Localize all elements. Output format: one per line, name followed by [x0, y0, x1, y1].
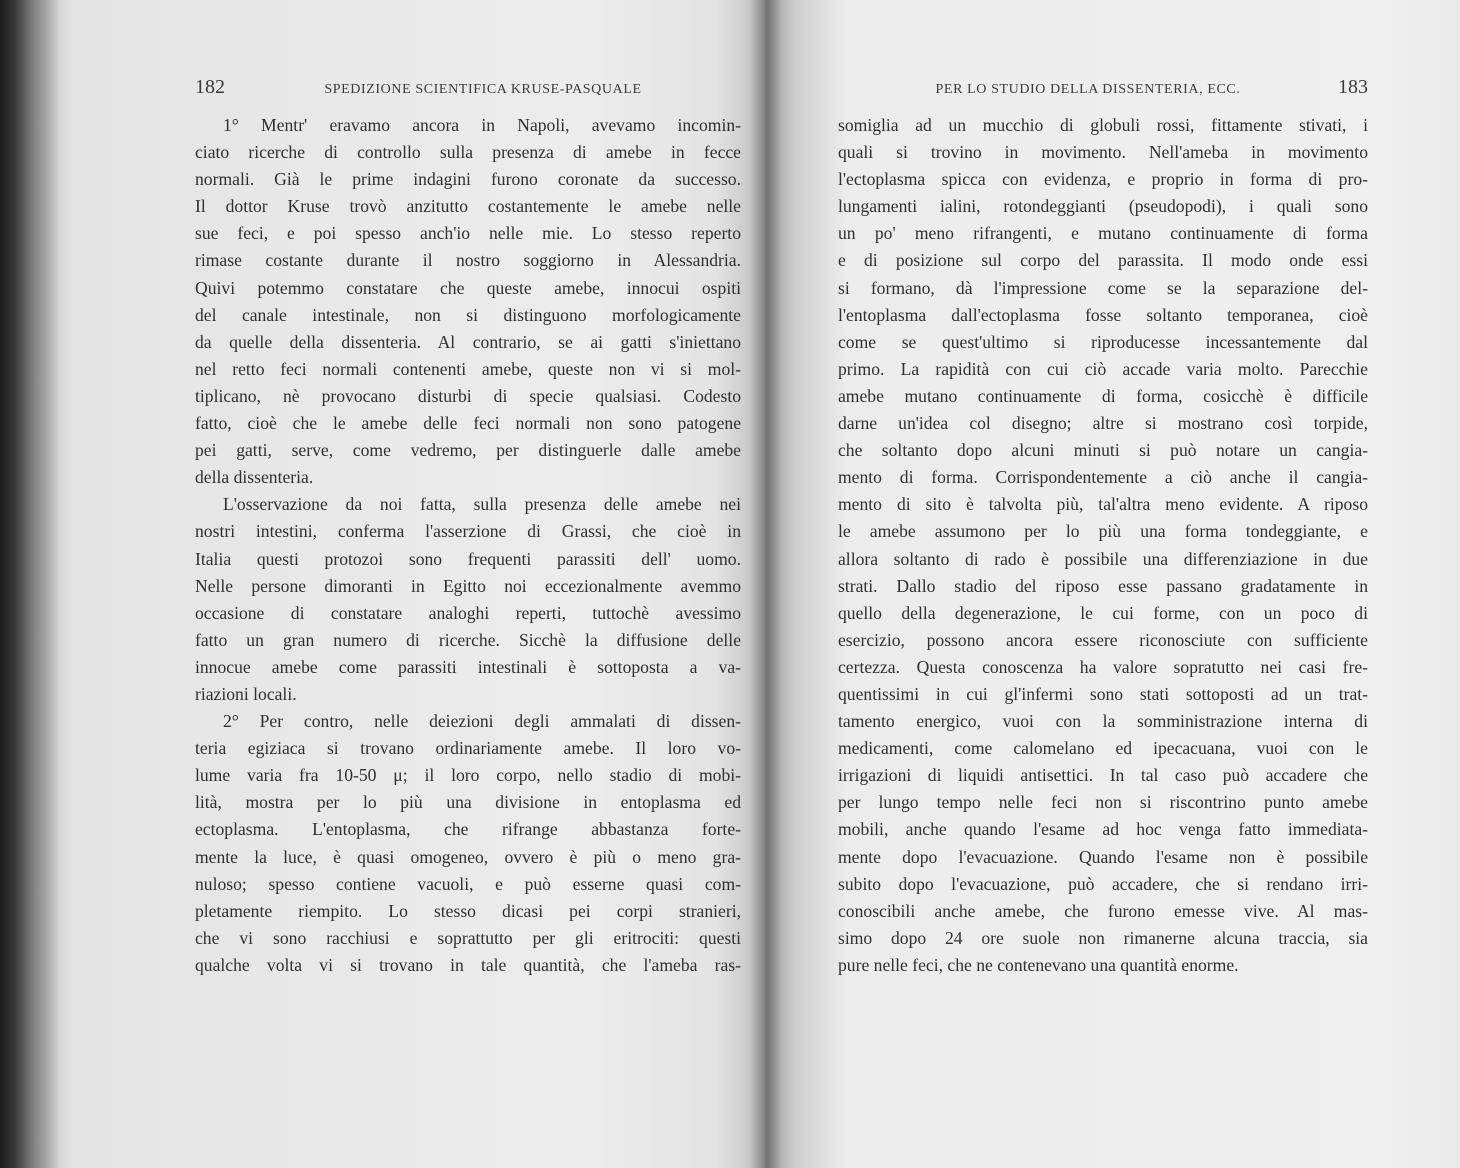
text-line: Italia questi protozoi sono frequenti parassiti dell' uomo. [195, 548, 741, 569]
text-line: quentissimi in cui gl'infermi sono stati sottoposti ad un trat- [838, 683, 1368, 704]
text-line: pure nelle feci, che ne contenevano una quantità enorme. [838, 954, 1239, 975]
text-line: nuloso; spesso contiene vacuoli, e può esserne quasi com- [195, 873, 741, 894]
text-line: mente la luce, è quasi omogeneo, ovvero è più o meno gra- [195, 846, 741, 867]
text-line: normali. Già le prime indagini furono coronate da successo. [195, 169, 741, 190]
text-line: subito dopo l'evacuazione, può accadere, che si rendano irri- [838, 873, 1368, 894]
text-line: le amebe assumono per lo più una forma tondeggiante, e [838, 521, 1368, 542]
text-line: l'entoplasma dall'ectoplasma fosse soltanto temporanea, cioè [838, 304, 1368, 325]
text-line: ciato ricerche di controllo sulla presenza di amebe in fecce [195, 142, 741, 163]
text-line: pei gatti, serve, come vedremo, per distinguerle dalle amebe [195, 440, 741, 461]
text-line: rimase costante durante il nostro soggiorno in Alessandria. [195, 250, 741, 271]
text-line: per lungo tempo nelle feci non si riscontrino punto amebe [838, 792, 1368, 813]
text-line: l'ectoplasma spicca con evidenza, e proprio in forma di pro- [838, 169, 1368, 190]
text-line: tamento energico, vuoi con la somministrazione interna di [838, 711, 1368, 732]
text-line: come se quest'ultimo si riproducesse incessantemente dal [838, 331, 1368, 352]
text-line: Quivi potemmo constatare che queste amebe, innocui ospiti [195, 277, 741, 298]
book-spine [748, 0, 782, 1168]
left-page-header [195, 76, 741, 106]
text-line: ectoplasma. L'entoplasma, che rifrange abbastanza forte- [195, 819, 741, 840]
text-line: lume varia fra 10-50 μ; il loro corpo, nello stadio di mobi- [195, 765, 741, 786]
text-line: Nelle persone dimoranti in Egitto noi eccezionalmente avemmo [195, 575, 741, 596]
text-line: riazioni locali. [195, 683, 297, 704]
left-page-body [195, 112, 741, 979]
text-line: sue feci, e poi spesso anch'io nelle mie. Lo stesso reperto [195, 223, 741, 244]
text-line: somiglia ad un mucchio di globuli rossi, fittamente stivati, i [838, 115, 1368, 135]
text-line: irrigazioni di liquidi antisettici. In tal caso può accadere che [838, 765, 1368, 786]
text-line: e di posizione sul corpo del parassita. Il modo onde essi [838, 250, 1368, 271]
text-line: si formano, dà l'impressione come se la separazione del- [838, 277, 1368, 298]
text-line: fatto un gran numero di ricerche. Sicchè la diffusione delle [195, 629, 741, 650]
left-page-number: 182 [195, 76, 225, 98]
text-line: tiplicano, nè provocano disturbi di specie qualsiasi. Codesto [195, 385, 741, 406]
text-line: conoscibili anche amebe, che furono emesse vive. Al mas- [838, 900, 1368, 921]
text-line: innocue amebe come parassiti intestinali è sottoposta a va- [195, 656, 741, 677]
right-page [838, 0, 1368, 1168]
text-line: esercizio, possono ancora essere riconosciute con sufficiente [838, 629, 1368, 650]
text-line: mento di forma. Corrispondentemente a ciò anche il cangia- [838, 467, 1368, 488]
text-line: allora soltanto di rado è possibile una differenziazione in due [838, 548, 1368, 569]
text-line: teria egiziaca si trovano ordinariamente amebe. Il loro vo- [195, 738, 741, 759]
right-page-body [838, 112, 1368, 979]
text-line: primo. La rapidità con cui ciò accade varia molto. Parecchie [838, 358, 1368, 379]
text-line: amebe mutano continuamente di forma, cosicchè è difficile [838, 385, 1368, 406]
text-line: simo dopo 24 ore suole non rimanerne alcuna traccia, sia [838, 927, 1368, 948]
text-line: L'osservazione da noi fatta, sulla presenza delle amebe nei [223, 494, 741, 515]
text-line: darne un'idea col disegno; altre si mostrano così torpide, [838, 413, 1368, 434]
text-line: mobili, anche quando l'esame ad hoc venga fatto immediata- [838, 819, 1368, 840]
text-line: un po' meno rifrangenti, e mutano continuamente di forma [838, 223, 1368, 244]
text-line: quello della degenerazione, le cui forme, con un poco di [838, 602, 1368, 623]
text-line: fatto, cioè che le amebe delle feci normali non sono patogene [195, 413, 741, 434]
text-line: quali si trovino in movimento. Nell'ameba in movimento [838, 142, 1368, 163]
text-line: nostri intestini, conferma l'asserzione di Grassi, che cioè in [195, 521, 741, 542]
text-line: mente dopo l'evacuazione. Quando l'esame non è possibile [838, 846, 1368, 867]
text-line: occasione di constatare analoghi reperti, tuttochè avessimo [195, 602, 741, 623]
text-line: Il dottor Kruse trovò anzitutto costantemente le amebe nelle [195, 196, 741, 217]
text-line: lità, mostra per lo più una divisione in entoplasma ed [195, 792, 741, 813]
text-line: 1° Mentr' eravamo ancora in Napoli, avevamo incomin- [223, 115, 741, 135]
text-line: qualche volta vi si trovano in tale quantità, che l'ameba ras- [195, 954, 741, 975]
text-line: strati. Dallo stadio del riposo esse passano gradatamente in [838, 575, 1368, 596]
text-line: pletamente riempito. Lo stesso dicasi pei corpi stranieri, [195, 900, 741, 921]
page-edge-shadow [0, 0, 60, 1168]
text-line: nel retto feci normali contenenti amebe, queste non vi si mol- [195, 358, 741, 379]
right-page-number: 183 [1338, 76, 1368, 98]
text-line: mento di sito è talvolta più, tal'altra meno evidente. A riposo [838, 494, 1368, 515]
left-running-title: SPEDIZIONE SCIENTIFICA KRUSE-PASQUALE [324, 82, 642, 97]
text-line: della dissenteria. [195, 467, 314, 488]
right-page-header [838, 76, 1368, 106]
text-line: certezza. Questa conoscenza ha valore sopratutto nei casi fre- [838, 656, 1368, 677]
text-line: 2° Per contro, nelle deiezioni degli ammalati di dissen- [223, 711, 741, 732]
text-line: lungamenti ialini, rotondeggianti (pseudopodi), i quali sono [838, 196, 1368, 217]
right-running-title: PER LO STUDIO DELLA DISSENTERIA, ECC. [935, 82, 1241, 97]
text-line: che vi sono racchiusi e soprattutto per gli eritrociti: questi [195, 927, 741, 948]
text-line: del canale intestinale, non si distinguono morfologicamente [195, 304, 741, 325]
left-page [195, 0, 741, 1168]
text-line: da quelle della dissenteria. Al contrario, se ai gatti s'iniettano [195, 331, 741, 352]
text-line: medicamenti, come calomelano ed ipecacuana, vuoi con le [838, 738, 1368, 759]
text-line: che soltanto dopo alcuni minuti si può notare un cangia- [838, 440, 1368, 461]
